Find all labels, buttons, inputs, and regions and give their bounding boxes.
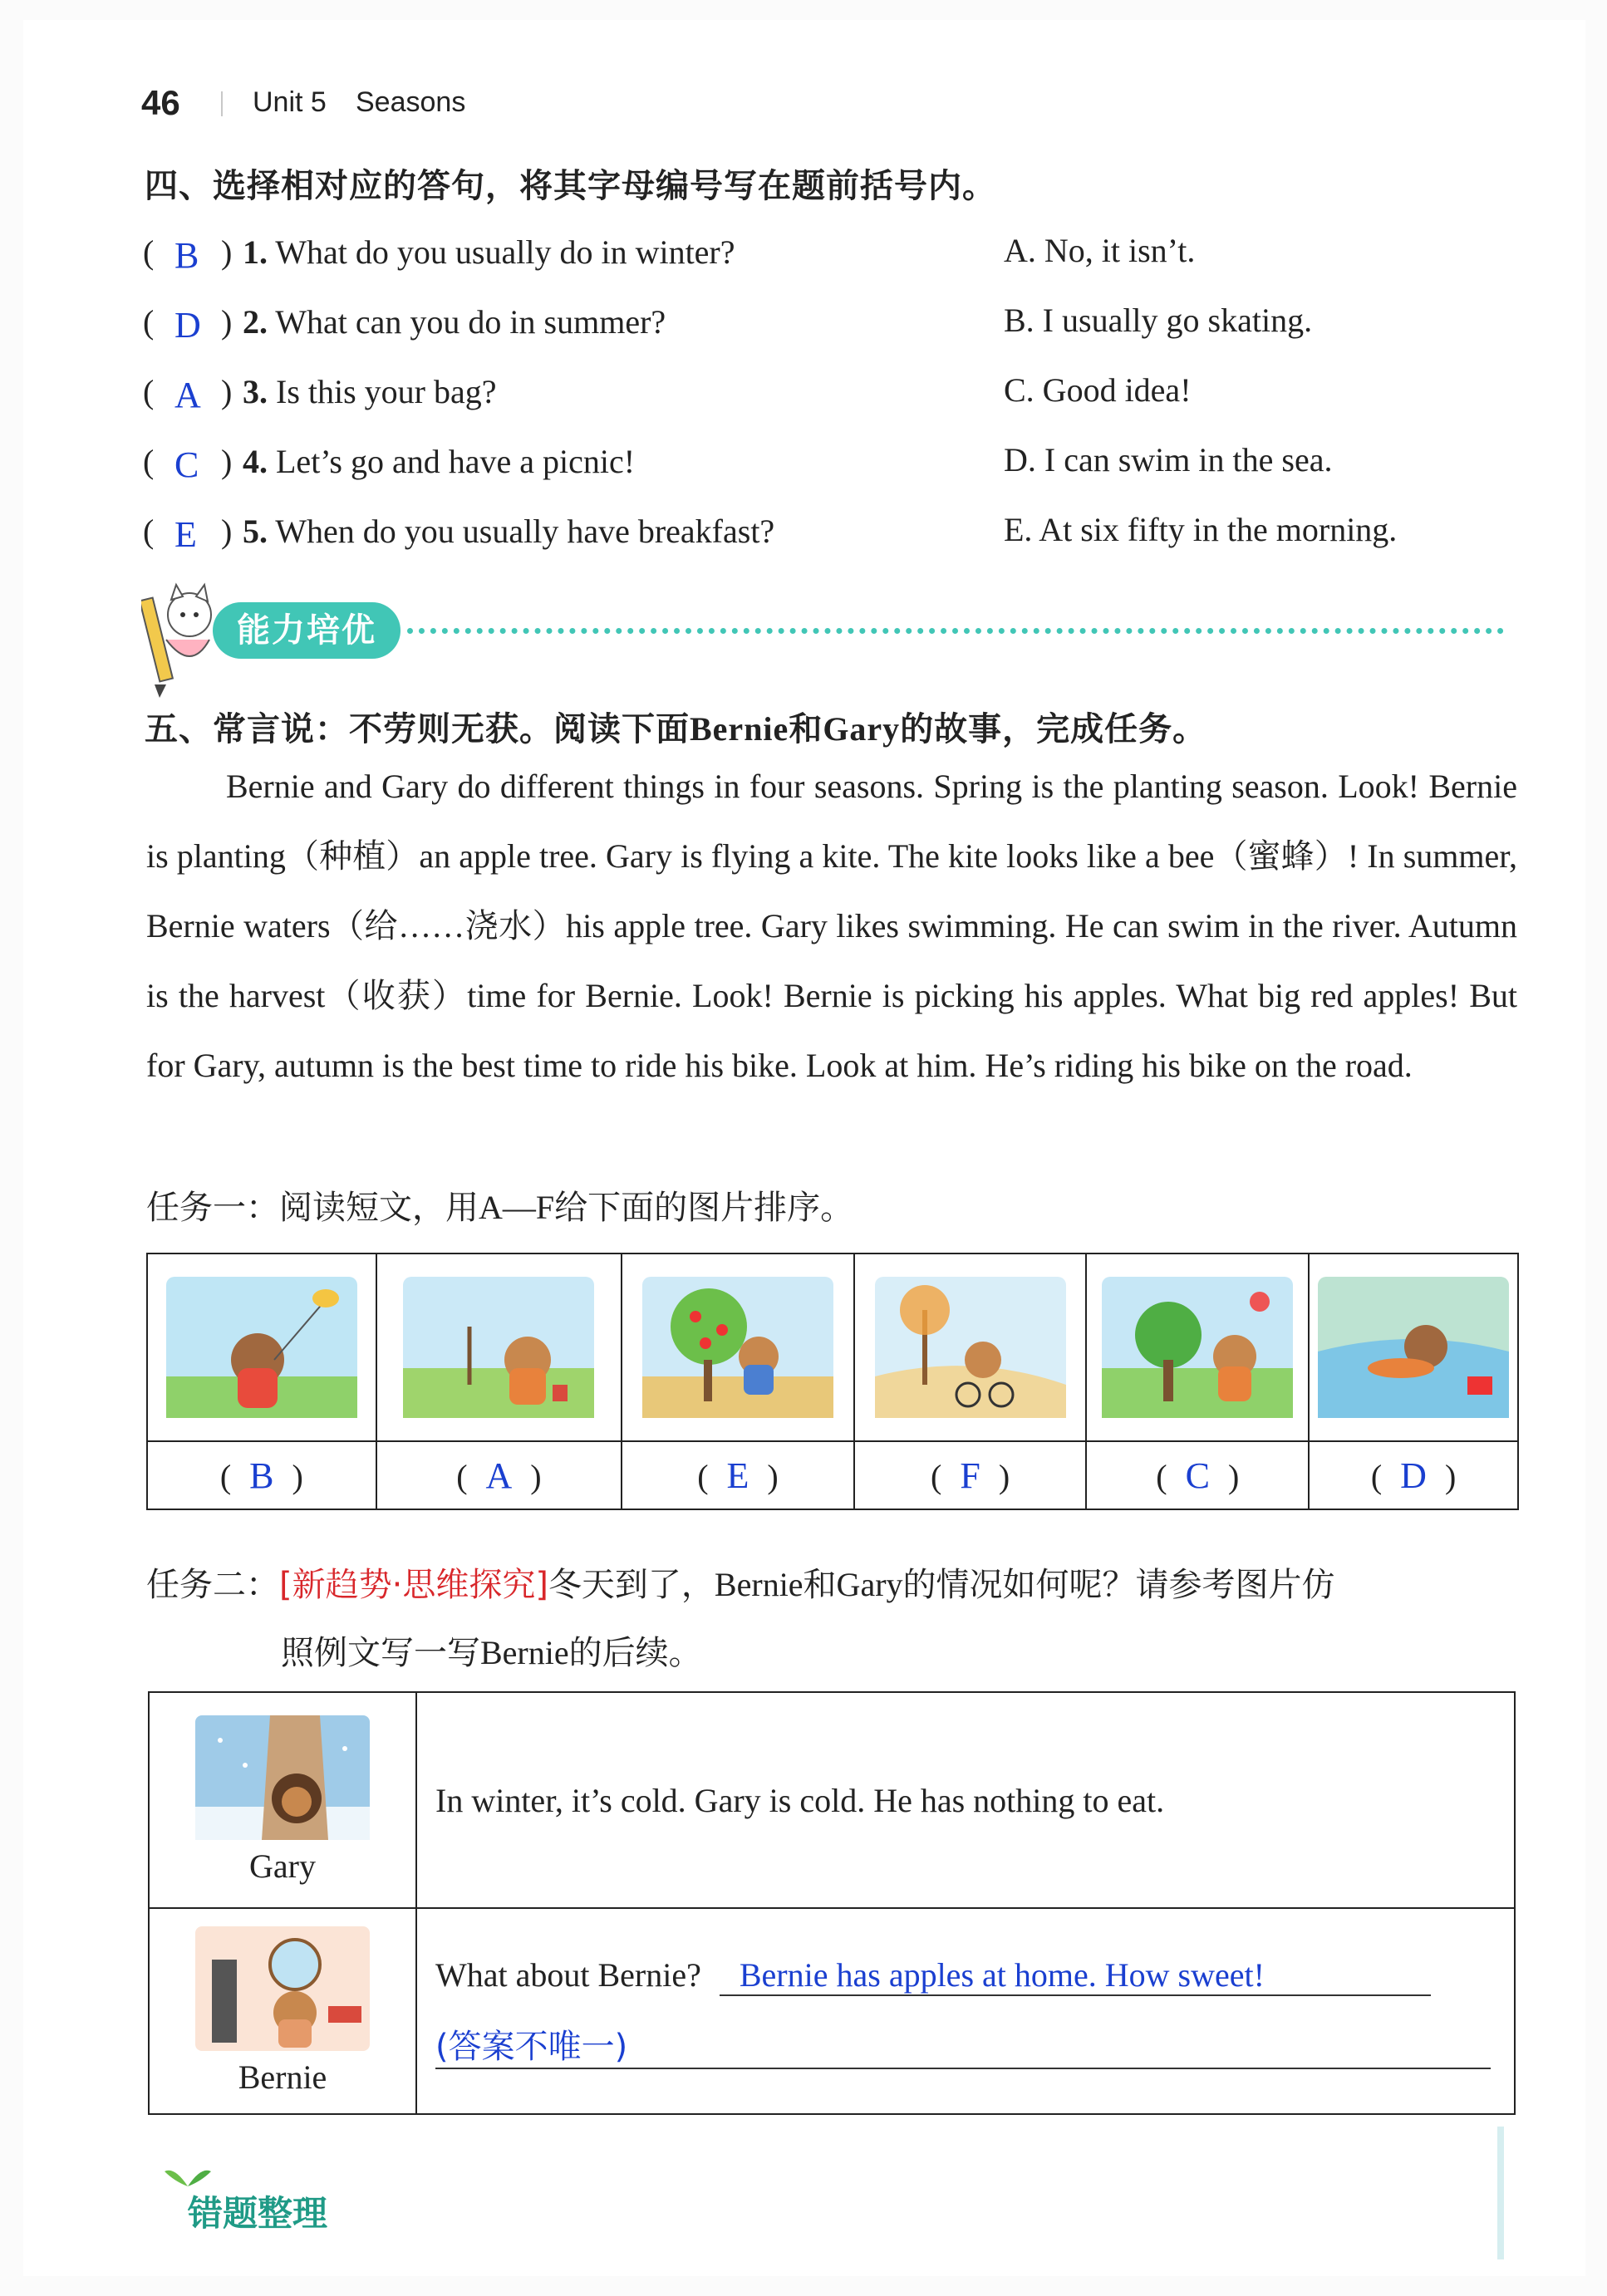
answer-bracket: ( B ) [143,233,233,276]
question-number: 2. [243,303,268,341]
bernie-answer: Bernie has apples at home. How sweet! [720,1955,1431,1996]
bernie-label: Bernie [238,2058,327,2096]
order-answer: B [249,1455,274,1496]
banner-dotted-line [407,628,1504,634]
question-text: Is this your bag? [276,373,497,410]
story-passage [146,752,1517,1101]
task-2-title [146,1558,1335,1606]
order-cell-4: ( F ) [854,1441,1087,1509]
page-number: 46 [141,83,180,122]
kite-picture [166,1277,357,1418]
trend-tag: [新趋势·思维探究] [279,1566,548,1604]
gary-text-cell [416,1692,1515,1908]
question-4 [143,442,974,485]
answer-bracket: ( E ) [143,513,233,555]
swimming-picture [1318,1277,1509,1418]
bernie-prompt: What about Bernie? [435,1956,701,1994]
order-answer: A [485,1455,513,1496]
question-text: Let’s go and have a picnic! [276,443,636,480]
order-answer: C [1185,1455,1210,1496]
option-c: C. Good idea! [1004,371,1192,409]
ability-banner: 能力培优 [213,602,401,659]
bernie-home-picture [195,1926,370,2051]
option-d: D. I can swim in the sea. [1004,441,1333,478]
answer-letter: B [174,235,199,276]
answer-letter: D [174,305,201,346]
order-cell-6: ( D ) [1309,1441,1518,1509]
question-number: 4. [243,443,268,480]
riding-bike-picture [875,1277,1066,1418]
sprout-icon [163,2163,213,2188]
section-5-title [145,703,1206,750]
pencil-cat-icon [141,581,216,698]
header-divider [221,91,223,116]
question-number: 5. [243,513,268,550]
question-text: What can you do in summer? [275,303,666,341]
answer-note: (答案不唯一) [435,2020,1491,2069]
gary-cell [149,1692,416,1908]
picture-order-table [146,1253,1519,1510]
picture-cell-4 [854,1253,1087,1441]
question-number: 3. [243,373,268,410]
story-text: Bernie and Gary do different things in four seasons. Spring is the planting season. Look! Bernie is planting（种植）an apple tree. Gary is flying a kite. The kite looks like a bee（蜜蜂）! In summer, Bernie waters（给……浇水）his apple tree. Gary likes swimming. He can swim in the river. Autumn is the harvest（收获）time for Bernie. Look! Bernie is picking his apples. What big red apples! But for Gary, autumn is the best time to ride his bike. Look at him. He’s riding his bike on the road. [146,768,1517,1084]
section-5-title-and: 和 [789,710,823,748]
option-e: E. At six fifty in the morning. [1004,511,1398,548]
bernie-text-cell [416,1908,1515,2114]
option-a: A. No, it isn’t. [1004,232,1196,269]
question-1 [143,233,974,276]
task-2-prefix: 任务二： [146,1566,279,1603]
answer-bracket: ( C ) [143,443,233,485]
watering-tree-picture [1102,1277,1293,1418]
page-edge-strip [1497,2127,1504,2259]
picture-cell-6 [1309,1253,1518,1441]
picture-cell-2 [376,1253,622,1441]
writing-table [148,1691,1516,2115]
gary-label: Gary [249,1847,316,1885]
bernie-prompt-line [435,1955,1431,1996]
planting-picture [403,1277,594,1418]
order-answer: F [960,1455,980,1496]
section-5-title-prefix: 五、常言说：不劳则无获。阅读下面 [145,710,690,748]
question-number: 1. [243,233,268,271]
picture-cell-5 [1086,1253,1309,1441]
question-2 [143,302,974,346]
order-cell-3: ( E ) [622,1441,854,1509]
task-2-text: 冬天到了，Bernie和Gary的情况如何呢？请参考图片仿 [548,1566,1335,1603]
answer-bracket: ( A ) [143,373,233,415]
answer-letter: E [174,514,197,555]
gary-text: In winter, it’s cold. Gary is cold. He has nothing to eat. [435,1781,1165,1819]
question-text: When do you usually have breakfast? [275,513,775,550]
picture-cell-3 [622,1253,854,1441]
unit-title: Seasons [356,86,466,118]
bernie-cell [149,1908,416,2114]
error-review-label: 错题整理 [188,2193,328,2234]
order-answer: D [1400,1455,1427,1496]
question-text: What do you usually do in winter? [275,233,735,271]
name-bernie: Bernie [690,710,789,748]
answer-letter: A [174,375,201,415]
order-cell-2: ( A ) [376,1441,622,1509]
option-b: B. I usually go skating. [1004,302,1313,339]
picture-cell-1 [147,1253,376,1441]
order-cell-5: ( C ) [1086,1441,1309,1509]
order-cell-1: ( B ) [147,1441,376,1509]
section-5-title-suffix: 的故事，完成任务。 [900,710,1207,748]
section-4-title: 四、选择相对应的答句，将其字母编号写在题前括号内。 [145,167,996,205]
answer-bracket: ( D ) [143,303,233,346]
unit-label: Unit 5 [253,86,327,118]
name-gary: Gary [823,710,901,748]
question-5 [143,512,974,555]
gary-winter-picture [195,1715,370,1840]
order-answer: E [726,1455,749,1496]
task-1-title: 任务一：阅读短文，用A—F给下面的图片排序。 [146,1189,854,1226]
answer-letter: C [174,444,199,485]
picking-apples-picture [642,1277,833,1418]
question-3 [143,372,974,415]
task-2-line-2: 照例文写一写Bernie的后续。 [281,1634,702,1671]
